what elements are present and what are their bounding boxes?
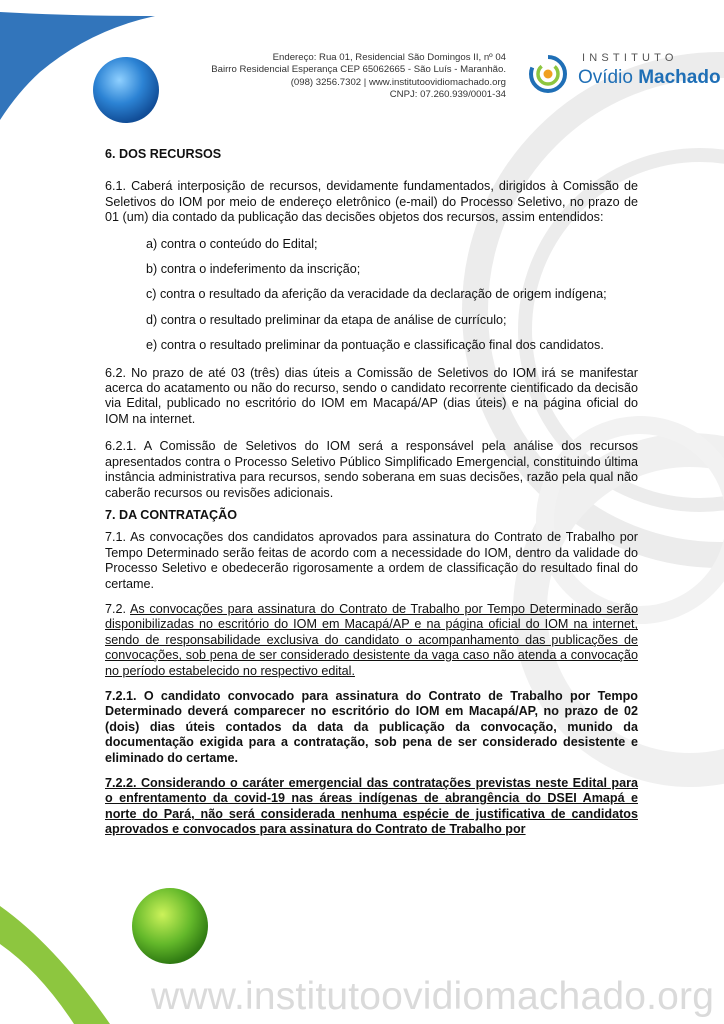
paragraph-7-2-text: As convocações para assinatura do Contrato de Trabalho por Tempo Determinado serão disponibilizadas no escritório do IOM em Macapá/AP e na página oficial do IOM na internet, sendo de responsabilidade exclusiva do candidato o acompanhamento das publicações de convocações, sob pena de ser considerado desistente da vaga caso não atenda a convocação no período estabelecido no respectivo edital. [105, 601, 638, 678]
paragraph-7-2-number: 7.2. [105, 601, 127, 616]
logo-swirl-icon [522, 50, 572, 98]
green-swoosh [0, 906, 110, 1024]
footer-url: www.institutoovidiomachado.org [151, 975, 715, 1018]
list-item: c) contra o resultado da aferição da veracidade da declaração de origem indígena; [146, 287, 607, 302]
logo-top-text: INSTITUTO [582, 52, 678, 64]
green-sphere [132, 888, 208, 964]
address-line: Bairro Residencial Esperança CEP 65062665 - São Luís - Maranhão. [211, 64, 506, 76]
document-body [105, 147, 638, 838]
list-item: a) contra o conteúdo do Edital; [146, 236, 318, 251]
blue-swoosh [0, 12, 155, 120]
paragraph-7-2 [105, 602, 638, 679]
address-line: CNPJ: 07.260.939/0001-34 [389, 89, 506, 101]
paragraph-7-2-1: 7.2.1. O candidato convocado para assinatura do Contrato de Trabalho por Tempo Determinado deverá comparecer no escritório do IOM em Macapá/AP, no prazo de 02 (dois) dias úteis contados da data da publicação da convocação, munido da documentação exigida para a contratação, sob pena de ser considerado desistente e eliminado do certame. [105, 688, 638, 765]
address-line: Endereço: Rua 01, Residencial São Domingos II, nº 04 [272, 52, 506, 63]
logo-name [578, 67, 721, 89]
logo-name-bold: Machado [638, 67, 721, 88]
section-title: 6. DOS RECURSOS [105, 147, 222, 161]
paragraph-7-2-2: 7.2.2. Considerando o caráter emergencial das contratações previstas neste Edital para o enfrentamento da covid-19 nas áreas indígenas de abrangência do DSEI Amapá e norte do Pará, não será considerada nenhuma espécie de justificativa de candidatos aprovados e convocados para assinatura do Contrato de Trabalho por [105, 776, 638, 837]
blue-sphere [93, 57, 159, 123]
list-item: b) contra o indeferimento da inscrição; [146, 262, 361, 277]
paragraph-6-2: 6.2. No prazo de até 03 (três) dias úteis a Comissão de Seletivos do IOM irá se manifestar acerca do acatamento ou não do recurso, sendo o candidato recorrente cientificado da decisão via Edital, publicado no escritório do IOM em Macapá/AP (dias úteis) e na página oficial do IOM na internet. [105, 365, 638, 426]
header-address [196, 52, 506, 102]
paragraph-7-1: 7.1. As convocações dos candidatos aprovados para assinatura do Contrato de Trabalho por Tempo Determinado serão feitas de acordo com a necessidade do IOM, dentro da validade do Processo Seletivo e obedecerão rigorosamente a ordem de classificação do resultado final do certame. [105, 530, 638, 591]
list-item: d) contra o resultado preliminar da etapa de análise de currículo; [146, 312, 507, 327]
paragraph-6-1: 6.1. Caberá interposição de recursos, devidamente fundamentados, dirigidos à Comissão de Seletivos do IOM por meio de endereço eletrônico (e-mail) do Processo Seletivo, no prazo de 01 (um) dia contado da publicação das decisões objetos dos recursos, assim entendidos: [105, 179, 638, 225]
list-item: e) contra o resultado preliminar da pontuação e classificação final dos candidatos. [146, 338, 604, 353]
logo-name-light: Ovídio [578, 67, 633, 88]
institute-logo [522, 50, 721, 98]
paragraph-6-2-1: 6.2.1. A Comissão de Seletivos do IOM será a responsável pela análise dos recursos apresentados contra o Processo Seletivo Público Simplificado Emergencial, constituindo última instância administrativa para recursos, sendo soberana em suas decisões, razão pela qual não caberão recursos ou revisões adicionais. [105, 439, 638, 500]
section-title: 7. DA CONTRATAÇÃO [105, 507, 237, 522]
address-line: (098) 3256.7302 | www.institutoovidiomachado.org [290, 76, 506, 88]
